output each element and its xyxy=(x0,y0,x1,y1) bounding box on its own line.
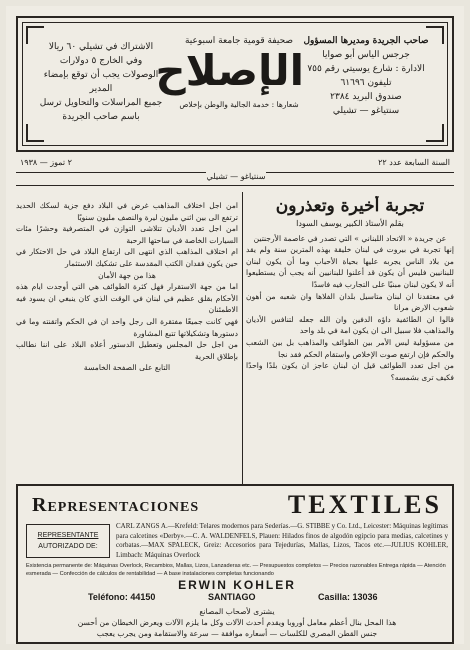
issue-date: ٢ تموز — ١٩٣٨ xyxy=(20,158,72,167)
article-paragraph: امن اجل اختلاف المذاهب غرض في البلاد دفع جزية لسكك الحديد ترتفع الى بين اثني مليون ليرة والنصف مليون سنويًا xyxy=(16,201,238,222)
representative-box: REPRESENTANTE AUTORIZADO DE: xyxy=(26,524,110,558)
issue-volume: السنة السابعة عدد ٢٢ xyxy=(378,158,450,167)
article-right-column xyxy=(246,196,454,481)
article-paragraph: فهي كانت جميعًا مفتقرة الى رجل واحد ان في الحكم واتقنته وما في دستورها وتشكيلاتها تتبع المشاورة xyxy=(16,316,238,338)
ad-phone: Teléfono: 44150 xyxy=(88,592,156,602)
masthead-tagline: صحيفة قومية جامعة اسبوعية xyxy=(184,36,294,46)
masthead xyxy=(16,16,454,152)
masthead-motto: شعارها : خدمة الجالية والوطن بإخلاص xyxy=(179,100,299,109)
ad-title-right: TEXTILES xyxy=(287,490,442,519)
article-source: عن جريدة « الاتحاد اللبناني » التي تصدر في عاصمة الأرجنتين xyxy=(253,233,447,243)
city-band xyxy=(16,172,454,186)
article-paragraph: اما من جهة الاستقرار فهل كثرة الطوائف هي التي أوجدت ايام هذه الأحكام بقلق عظيم في لبنان في الوقت الذي كان ينبغي ان يسود فيه الاطمئنان xyxy=(16,282,238,315)
ad-title-left: Representaciones xyxy=(32,494,200,516)
corner-ornament xyxy=(426,124,444,142)
ad-arabic-text: يشترى لأصحاب المصانع هذا المحل بنال أعظم معامل أوروبا ويقدم أحدث الآلات وكل ما يلزم الآلات ويعرض الخيطان من أحسن جنس القطن المصري للكلسات — أسعاره موافقة — سرعة والاستقامة ومن يجرب يعجب xyxy=(77,607,397,638)
column-divider xyxy=(242,192,243,484)
article-subhead: هذا من جهة الأمان xyxy=(98,270,156,280)
article-paragraph: في معتقدنا ان لبنان متاسيل بلدان الفلاها وان شعبه من أهون شعوب الارض مرانا xyxy=(246,291,454,313)
continuation-note: التابع على الصفحة الخامسة xyxy=(83,363,171,373)
newspaper-page xyxy=(6,6,464,644)
newspaper-logo: الإصلاح xyxy=(155,46,304,95)
masthead-subscription-info: الاشتراك في تشيلي ٦٠ ريالا وفي الخارج ٥ دولارات الوصولات يجب أن توقع بإمضاء المدير جميع المراسلات والتحاويل ترسل باسم صاحب الجريدة xyxy=(39,42,163,122)
article-byline: بقلم الأستاذ الكبير يوسف السودا xyxy=(296,219,404,228)
article-left-column xyxy=(16,200,238,480)
issue-info-bar xyxy=(16,156,454,170)
issue-city: سنتياغو — تشيلي xyxy=(206,172,266,181)
ad-company-name: ERWIN KOHLER xyxy=(178,578,296,592)
ad-brands-list: CARL ZANGS A.—Krefeld: Telares modernos para Sederías.—G. STIBBE y Co. Ltd., Leicester: Máquinas legítimas para calcetines «Derby».—C. A. WALDENFELS, Plauen: Hilados finos de algodón egipcio para medias, calcetines y corbatas.—MAX SPALECK, Greiz: Accesorios para Tejedurías, Mallas, Lizos, Tacos etc.—JULIUS KOHLER, Limbach: Máquinas Overlock xyxy=(116,522,448,559)
ad-city: SANTIAGO xyxy=(208,592,256,602)
article-paragraph: إنها تجربة في بيروت في لبنان خليقة بهذه المترين سنة ولم يقد من بلاد الناس يجربه عليها بحياة الأحباب وما أن يكون لبنان للبنانيين فليس أن يكون قد أعلنوا للبنانيين أنه يجب أن يستطيعوا أنه لا يكون لبنان مبنيًا على التجارب فيه فاسدًا xyxy=(246,245,454,289)
article-paragraph: قالوا ان الطائفية داؤه الدفين وان الله جعله لتنافس الأديان والمذاهب فلا سبيل الى ان يكون امة في بلد واحد xyxy=(246,314,454,336)
article-paragraph: من مسؤولية ليس الأمر بين الطوائف والمذاهب بل بين الشعب والحكم فإن ارتفع صوت الإخلاص واستقام الحكم فقد نجا xyxy=(246,337,454,359)
article-paragraph: ام اختلاف المذاهب الذي انتهى الى ارتفاع البلاد في حل الاحتكار في حين يكون فقدان الكتب المقدسة على تشكيك الاستثمار xyxy=(16,247,238,268)
article-headline: تجربة أخيرة وتعذرون xyxy=(275,196,425,216)
masthead-publisher-info: صاحب الجريدة ومديرها المسؤول جرجس الياس أبو صوايا الادارة : شارع يوسيتي رقم ٧٥٥ تليفون ٦١٦٩٦ صندوق البريد ٢٣٨٤ سنتياغو — تشيلي xyxy=(303,36,429,116)
article-paragraph: من اجل حل المجلس وتعطيل الدستور أعلاه البلاد على اننا نطالب بإطلاق الحرية xyxy=(16,340,238,361)
ad-stock-note: Existencia permanente de: Máquinas Overlock, Recambios, Mallas, Lizos, Lanzaderas etc. — Presupuestos completos — Precios razonables Entrega rápida — Atención esmerada — Confección de cálculos de rentabilidad — A base instalaciones completas funcionando xyxy=(26,563,446,577)
article-paragraph: امن اجل تعدد الأديان تتلاشى التوازن في المتصرفية وحشرًا مئات السيارات الخاصة في ساحتها الرحبة xyxy=(16,224,238,245)
ad-po-box: Casilla: 13036 xyxy=(318,592,378,602)
corner-ornament xyxy=(26,124,44,142)
article-paragraph: من اجل تعدد الطوائف قيل ان لبنان عاجز ان يكون بلدًا واحدًا فكيف ترى بشمسه؟ xyxy=(246,361,454,382)
masthead-title-block xyxy=(155,36,304,109)
textiles-advertisement xyxy=(16,484,454,644)
